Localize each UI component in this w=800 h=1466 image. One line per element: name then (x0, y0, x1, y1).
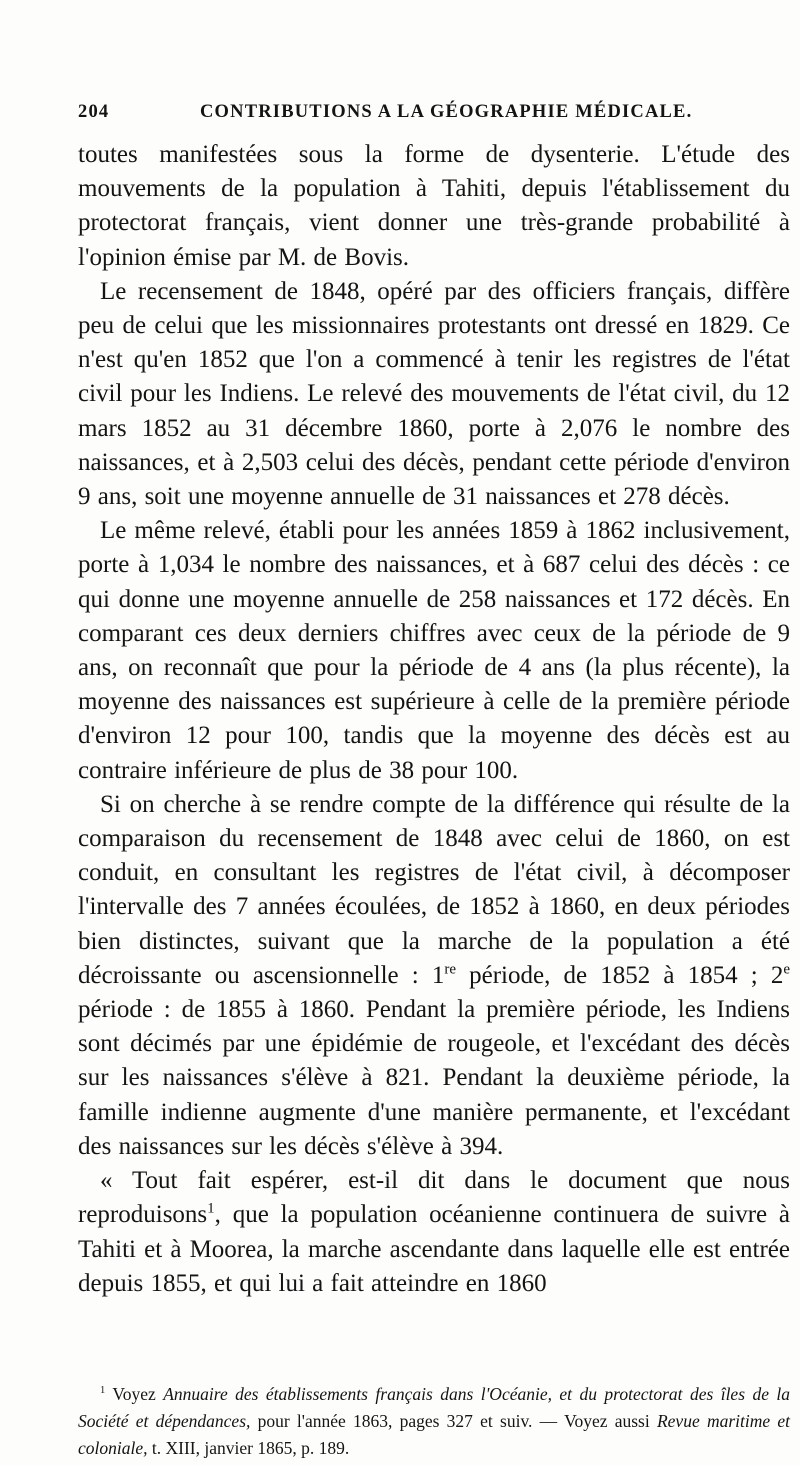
paragraph-3: Le même relevé, établi pour les années 1859 à 1862 inclusivement, porte à 1,034 le nombre des naissances, et à 687 celui des décès : ce qui donne une moyenne annuelle de 258 naissances et 172 décès. En comparant ces deux derniers chiffres avec ceux de la période de 9 ans, on reconnaît que pour la période de 4 ans (la plus récente), la moyenne des naissances est supérieure à celle de la première période d'environ 12 pour 100, tandis que la moyenne des décès est au contraire inférieure de plus de 38 pour 100. (78, 517, 790, 784)
paragraph-4-text: Si on cherche à se rendre compte de la différence qui résulte de la comparaison du recensement de 1848 avec celui de 1860, on est conduit, en consultant les registres de l'état civil, à décomposer l'intervalle des 7 années écoulées, de 1852 à 1860, en deux périodes bien distinctes, suivant que la marche de la population a été décroissante ou ascensionnelle : (78, 790, 790, 989)
paragraph-4-periods: 1re période, de 1852 à 1854 ; 2e période : de 1855 à 1860. Pendant la première période, les Indiens sont décimés par une épidémie de rougeole, et l'excédant des décès sur les naissances s'élève à 821. Pendant la deuxième période, la famille indienne augmente d'une manière permanente, et l'excédant des naissances sur les décès s'élève à 394. (78, 961, 790, 1160)
footnote-marker: 1 (100, 1385, 106, 1397)
body-text (78, 138, 790, 1301)
quote-start: « Tout fait espérer, est-il dit dans le document que nous reproduisons (78, 1167, 790, 1229)
paragraph-2: Le recensement de 1848, opéré par des officiers français, diffère peu de celui que les missionnaires protestants ont dressé en 1829. Ce n'est qu'en 1852 que l'on a commencé à tenir les registres de l'état civil pour les Indiens. Le relevé des mouvements de l'état civil, du 12 mars 1852 au 31 décembre 1860, porte à 2,076 le nombre des naissances, et à 2,503 celui des décès, pendant cette période d'environ 9 ans, soit une moyenne annuelle de 31 naissances et 278 décès. (78, 277, 790, 511)
paragraph-1: toutes manifestées sous la forme de dysenterie. L'étude des mouvements de la population à Tahiti, depuis l'établissement du protectorat français, vient donner une très-grande probabilité à l'opinion émise par M. de Bovis. (78, 141, 790, 271)
quote-rest: , que la population océanienne continuera de suivre à Tahiti et à Moorea, la marche ascendante dans laquelle elle est entrée depuis 1855, et qui lui a fait atteindre en 1860 (78, 1201, 790, 1297)
footnote-volume: t. XIII, janvier 1865, p. 189. (151, 1438, 350, 1458)
running-title: CONTRIBUTIONS A LA GÉOGRAPHIE MÉDICALE. (200, 102, 693, 122)
footnote-reference[interactable]: 1 (207, 1200, 215, 1217)
page-number: 204 (78, 102, 110, 122)
paragraph-5 (78, 1164, 790, 1301)
footnote (78, 1381, 790, 1462)
footnote-text (78, 1381, 790, 1462)
page-header (78, 102, 718, 132)
footnote-title-revue: Revue maritime et coloniale, (78, 1411, 790, 1458)
footnote-pages: pour l'année 1863, pages 327 et suiv. — Voyez aussi (257, 1411, 650, 1431)
footnote-see: Voyez (112, 1384, 156, 1404)
footnote-title-annuaire: Annuaire des établissements français dans l'Océanie, et du protectorat des îles de la Société et dépendances, (78, 1384, 791, 1431)
paragraph-4 (78, 788, 790, 1164)
